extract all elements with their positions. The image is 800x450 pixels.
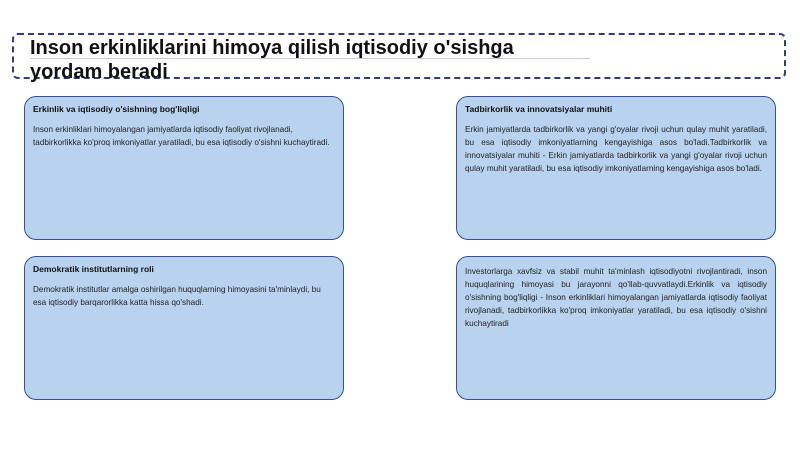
card-entrepreneurship: [456, 96, 776, 240]
card-body: Investorlarga xavfsiz va stabil muhit ta'minlash iqtisodiyotni rivojlantiradi, inson huquqlarining himoyasi bu jarayonni qo'llab-quvvatlaydi.Erkinlik va iqtisodiy o'sishning bog'liqligi - Inson erkinliklari himoyalangan jamiyatlarda iqtisodiy faoliyat rivojlanadi, tadbirkorlikka ko'proq imkoniyatlar yaratiladi, bu esa iqtisodiy o'sishni kuchaytiradi: [465, 267, 767, 328]
card-body: Inson erkinliklari himoyalangan jamiyatlarda iqtisodiy faoliyat rivojlanadi, tadbirkorlikka ko'proq imkoniyatlar yaratiladi, bu esa iqtisodiy o'sishni kuchaytiradi.: [33, 125, 330, 147]
card-heading: Erkinlik va iqtisodiy o'sishning bog'liqligi: [33, 104, 200, 114]
slide-title: Inson erkinliklarini himoya qilish iqtisodiy o'sishga yordam beradi: [30, 37, 514, 83]
card-body: Erkin jamiyatlarda tadbirkorlik va yangi g'oyalar rivoji uchun qulay muhit yaratiladi, bu esa iqtisodiy imkoniyatlarning kengayishiga asos bo'ladi.Tadbirkorlik va innovatsiyalar muhiti - Erkin jamiyatlarda tadbirkorlik va yangi g'oyalar rivoji uchun qulay muhit yaratiladi, bu esa iqtisodiy imkoniyatlarning kengayishiga asos bo'ladi.: [465, 125, 767, 173]
card-heading: Demokratik institutlarning roli: [33, 264, 154, 274]
card-investors: [456, 256, 776, 400]
card-body: Demokratik institutlar amalga oshirilgan huquqlarning himoyasini ta'minlaydi, bu esa iqtisodiy barqarorlikka katta hissa qo'shadi.: [33, 285, 321, 307]
card-freedom-growth: [24, 96, 344, 240]
card-democratic-institutions: [24, 256, 344, 400]
card-heading: Tadbirkorlik va innovatsiyalar muhiti: [465, 104, 613, 114]
